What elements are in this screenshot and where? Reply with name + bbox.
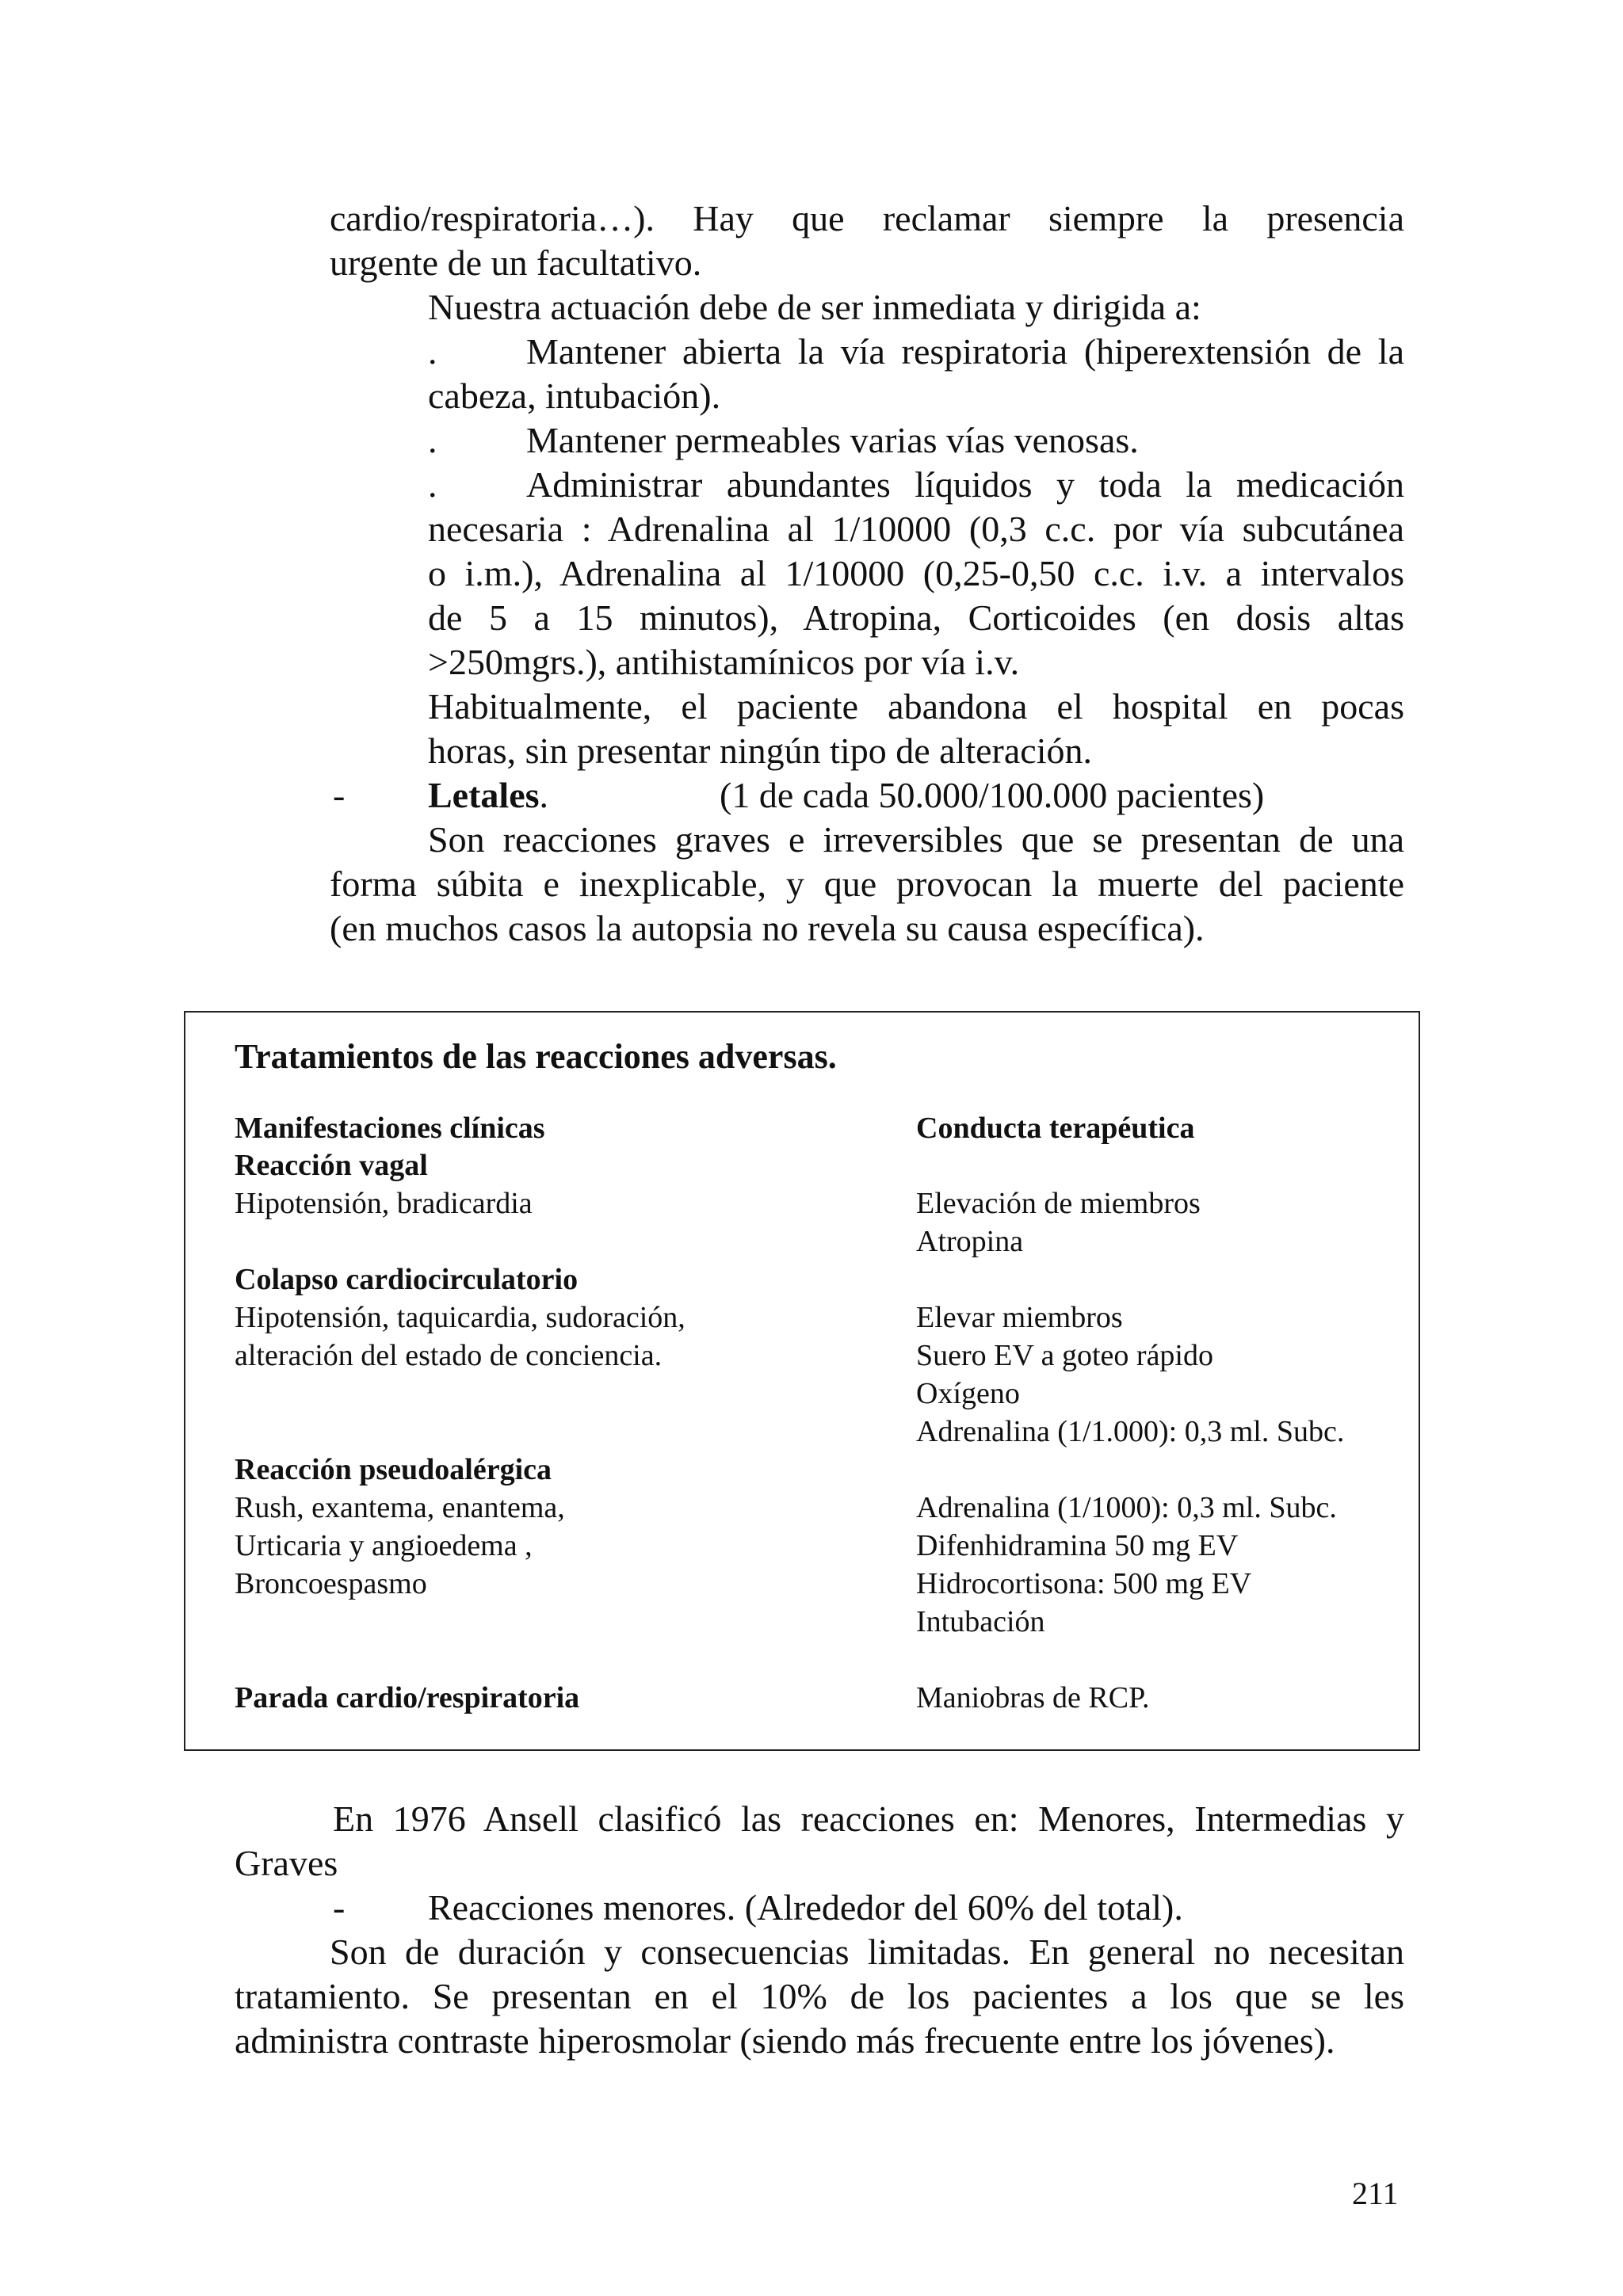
body-line: tratamiento. Se presentan en el 10% de los pacientes a los que se les bbox=[235, 1976, 1404, 2016]
body-line: urgente de un facultativo. bbox=[330, 242, 702, 283]
bullet-dot: . bbox=[428, 420, 437, 460]
table-cell: Adrenalina (1/1000): 0,3 ml. Subc. bbox=[916, 1491, 1337, 1524]
section-title: Reacción pseudoalérgica bbox=[235, 1453, 552, 1486]
column-header-right: Conducta terapéutica bbox=[916, 1112, 1195, 1145]
body-line: Mantener permeables varias vías venosas. bbox=[526, 420, 1139, 460]
body-line: Graves bbox=[235, 1843, 338, 1883]
body-line: (en muchos casos la autopsia no revela su causa específica). bbox=[330, 908, 1205, 948]
list-dash: - bbox=[333, 1887, 346, 1928]
section-title: Parada cardio/respiratoria bbox=[235, 1681, 580, 1714]
letales-heading bbox=[428, 773, 548, 818]
body-line: Administrar abundantes líquidos y toda la medicación bbox=[526, 464, 1404, 505]
body-line: Mantener abierta la vía respiratoria (hiperextensión de la bbox=[526, 331, 1404, 372]
body-line: forma súbita e inexplicable, y que provocan la muerte del paciente bbox=[330, 864, 1404, 904]
body-line: horas, sin presentar ningún tipo de alteración. bbox=[428, 730, 1092, 771]
body-line: Reacciones menores. (Alrededor del 60% del total). bbox=[428, 1887, 1183, 1928]
body-line: (1 de cada 50.000/100.000 pacientes) bbox=[720, 775, 1265, 815]
body-line: cabeza, intubación). bbox=[428, 376, 721, 416]
body-line: de 5 a 15 minutos), Atropina, Corticoides (en dosis altas bbox=[428, 597, 1404, 638]
bullet-dot: . bbox=[428, 331, 437, 372]
table-cell: Elevación de miembros bbox=[916, 1187, 1201, 1220]
body-line bbox=[235, 1797, 1404, 1841]
body-line-text: En 1976 Ansell clasificó las reacciones en: Menores, Intermedias y bbox=[333, 1798, 1404, 1839]
table-cell: Maniobras de RCP. bbox=[916, 1681, 1150, 1714]
body-line: o i.m.), Adrenalina al 1/10000 (0,25-0,50 c.c. i.v. a intervalos bbox=[428, 553, 1404, 593]
table-cell: Atropina bbox=[916, 1225, 1024, 1258]
body-line: Son de duración y consecuencias limitadas. En general no necesitan bbox=[330, 1932, 1404, 1972]
letales-period: . bbox=[539, 775, 549, 815]
table-cell: Broncoespasmo bbox=[235, 1567, 427, 1600]
column-header-left: Manifestaciones clínicas bbox=[235, 1112, 545, 1145]
table-cell: alteración del estado de conciencia. bbox=[235, 1339, 663, 1372]
treatment-table-box bbox=[184, 1011, 1420, 1751]
table-cell: Difenhidramina 50 mg EV bbox=[916, 1529, 1239, 1562]
body-line: >250mgrs.), antihistamínicos por vía i.v. bbox=[428, 642, 1020, 682]
table-cell: Oxígeno bbox=[916, 1377, 1020, 1410]
section-title: Reacción vagal bbox=[235, 1149, 428, 1182]
body-line: Habitualmente, el paciente abandona el hospital en pocas bbox=[428, 686, 1404, 727]
table-cell: Rush, exantema, enantema, bbox=[235, 1491, 565, 1524]
table-cell: Intubación bbox=[916, 1605, 1045, 1638]
table-cell: Urticaria y angioedema , bbox=[235, 1529, 533, 1562]
table-cell: Hidrocortisona: 500 mg EV bbox=[916, 1567, 1252, 1600]
bullet-dot: . bbox=[428, 464, 437, 505]
table-cell: Elevar miembros bbox=[916, 1301, 1123, 1334]
section-title: Colapso cardiocirculatorio bbox=[235, 1263, 579, 1296]
body-line: necesaria : Adrenalina al 1/10000 (0,3 c.c. por vía subcutánea bbox=[428, 509, 1404, 549]
table-cell: Hipotensión, taquicardia, sudoración, bbox=[235, 1301, 685, 1334]
page-number: 211 bbox=[1352, 2176, 1399, 2211]
body-line: administra contraste hiperosmolar (siendo más frecuente entre los jóvenes). bbox=[235, 2020, 1335, 2061]
table-title: Tratamientos de las reacciones adversas. bbox=[235, 1037, 837, 1076]
list-dash: - bbox=[333, 775, 346, 815]
table-cell: Adrenalina (1/1.000): 0,3 ml. Subc. bbox=[916, 1415, 1345, 1448]
body-line: Son reacciones graves e irreversibles que se presentan de una bbox=[428, 819, 1404, 860]
letales-label: Letales bbox=[428, 775, 540, 815]
body-line: cardio/respiratoria…). Hay que reclamar siempre la presencia bbox=[330, 198, 1404, 238]
table-cell: Suero EV a goteo rápido bbox=[916, 1339, 1213, 1372]
table-cell: Hipotensión, bradicardia bbox=[235, 1187, 533, 1220]
body-line: Nuestra actuación debe de ser inmediata y dirigida a: bbox=[428, 287, 1201, 327]
